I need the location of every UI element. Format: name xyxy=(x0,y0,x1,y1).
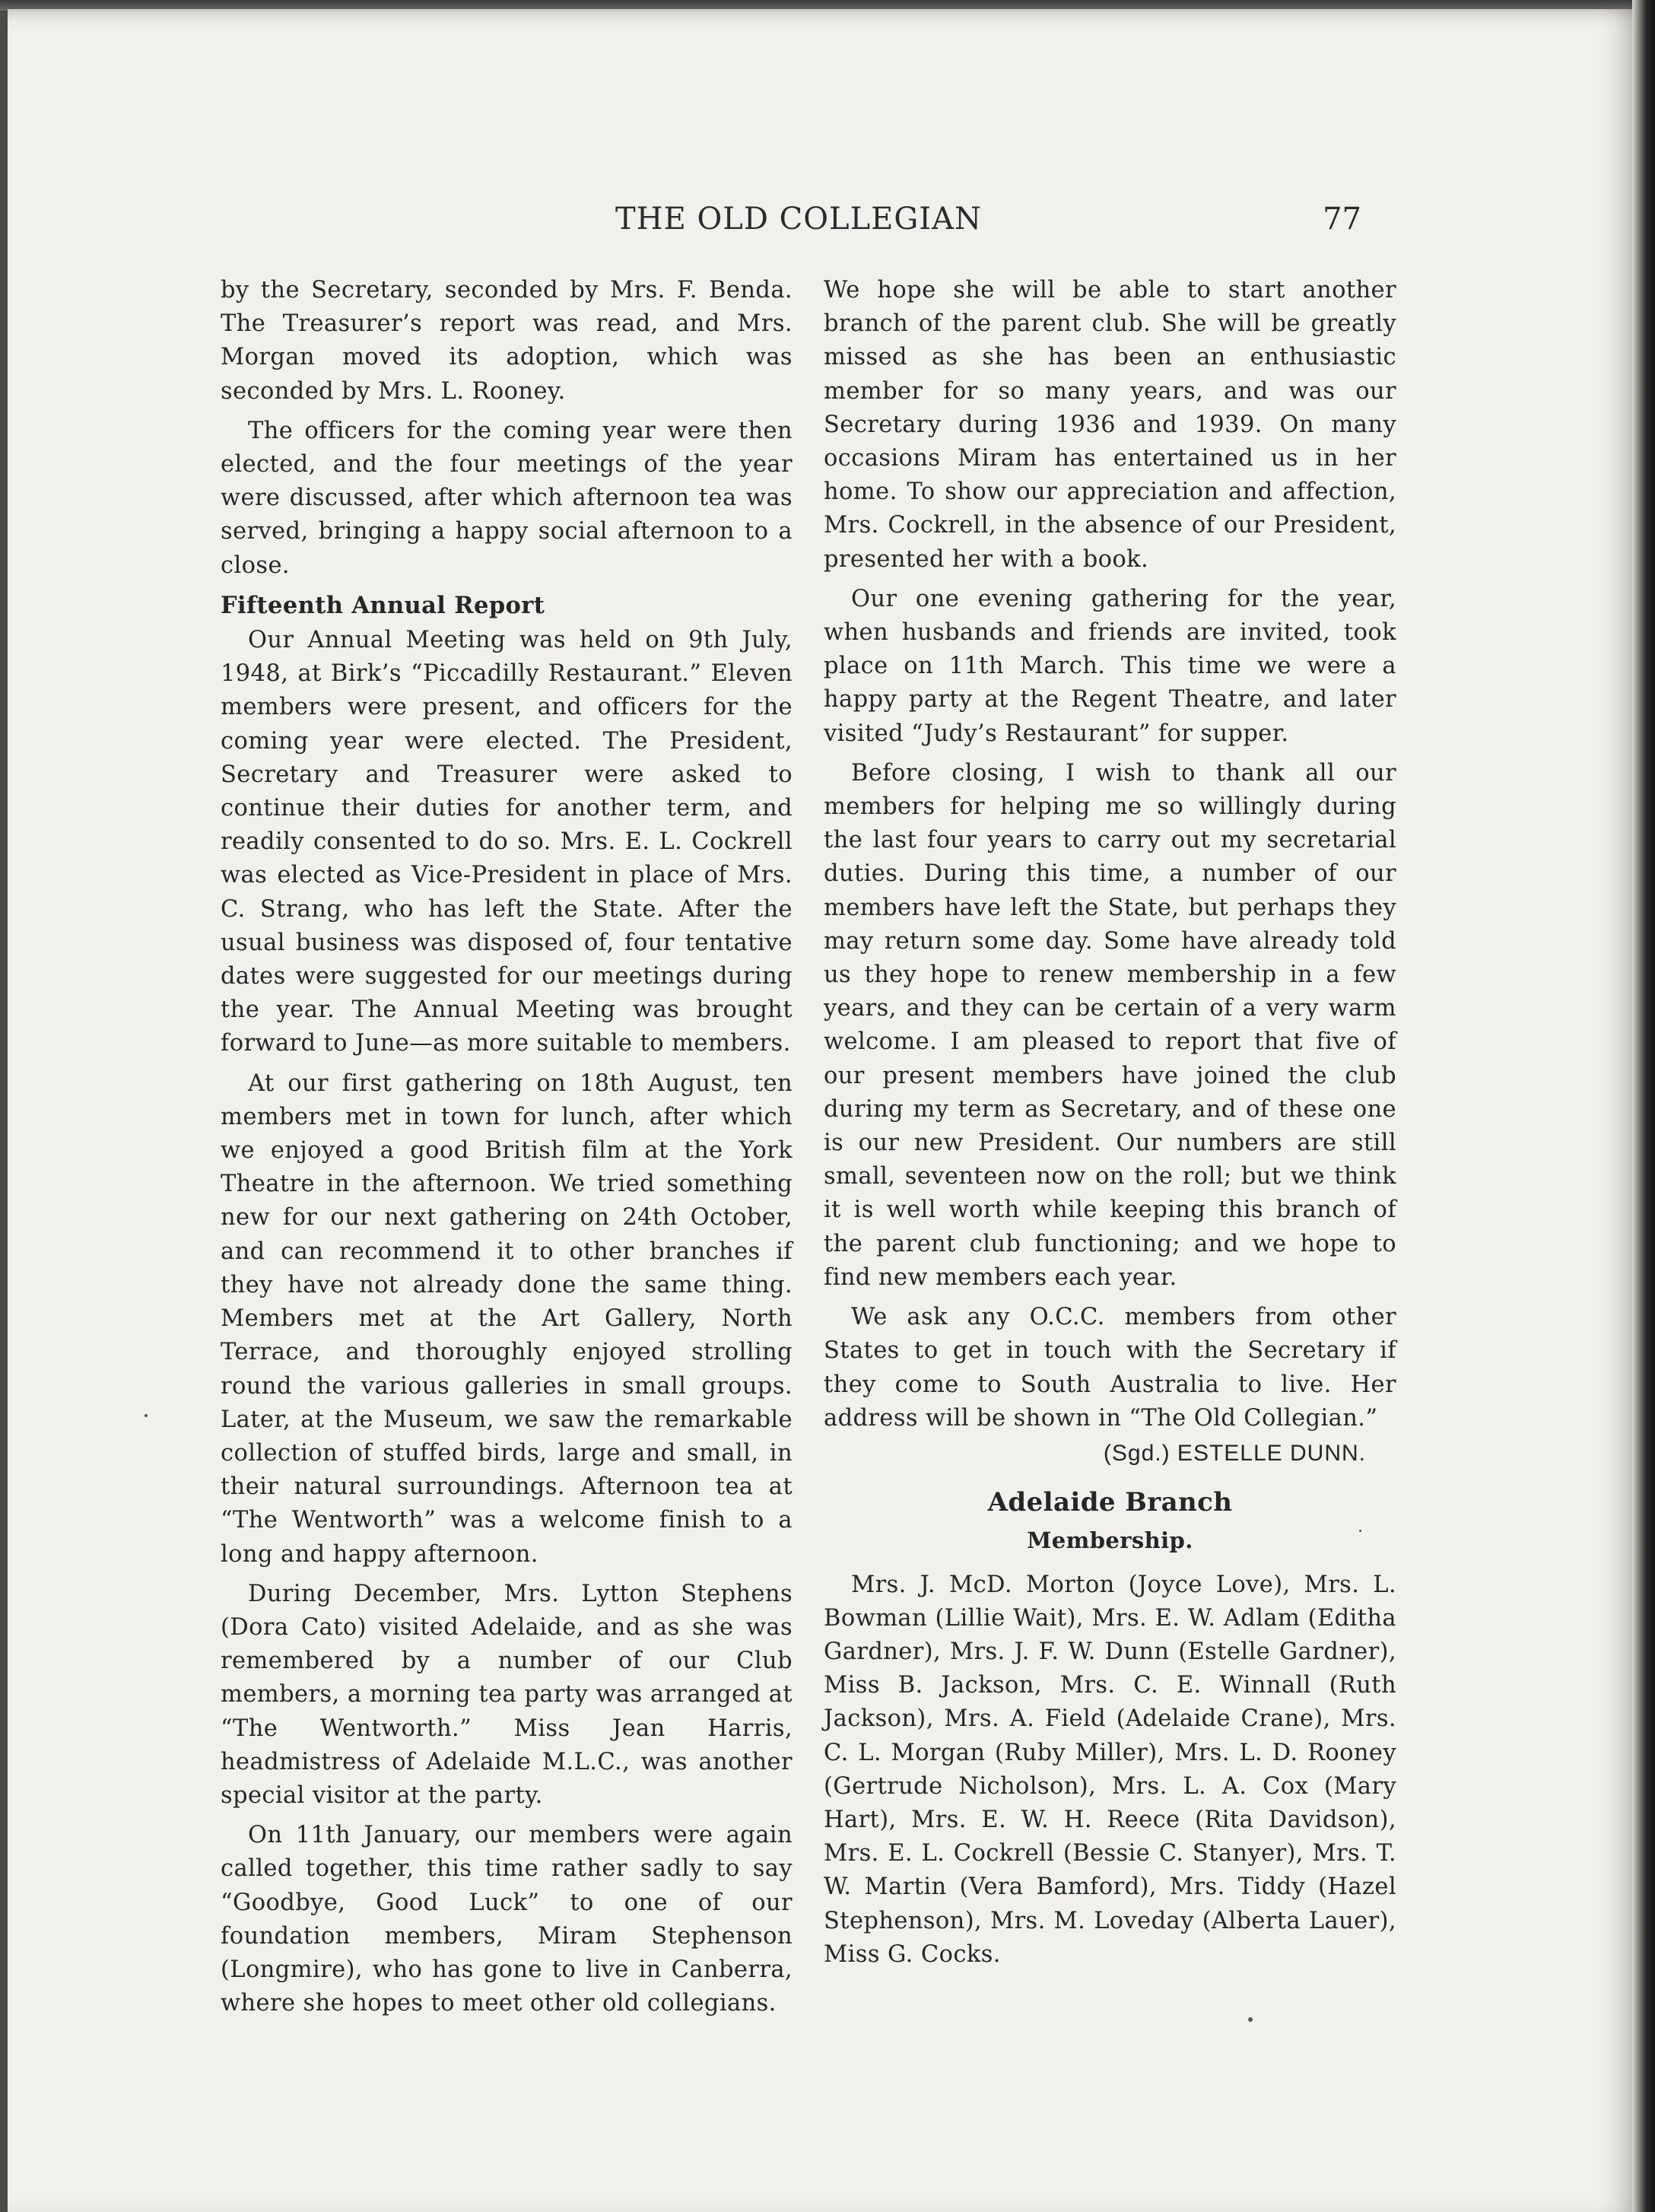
scan-right-edge xyxy=(1632,0,1655,2212)
print-speck xyxy=(1248,2017,1253,2022)
page-number: 77 xyxy=(1323,202,1361,237)
branch-title: Adelaide Branch xyxy=(987,1487,1233,1518)
membership-list: Mrs. J. McD. Morton (Joyce Love), Mrs. L. Bowman (Lillie Wait), Mrs. E. W. Adlam (Editha Gardner), Mrs. J. F. W. Dunn (Estelle Gardner), Miss B. Jackson, Mrs. C. E. Winnall (Ruth Jackson), Mrs. A. Field (Adelaide Crane), Mrs. C. L. Morgan (Ruby Miller), Mrs. L. D. Rooney (Gertrude Nicholson), Mrs. L. A. Cox (Mary Hart), Mrs. E. W. H. Reece (Rita Davidson), Mrs. E. L. Cockrell (Bessie C. Stanyer), Mrs. T. W. Martin (Vera Bamford), Mrs. Tiddy (Hazel Stephenson), Mrs. M. Loveday (Alberta Lauer), Miss G. Cocks. xyxy=(824,1571,1396,1968)
paragraph: by the Secretary, seconded by Mrs. F. Benda. The Treasurer’s report was read, and Mrs. Morgan moved its adoption, which was seconded by Mrs. L. Rooney. xyxy=(221,277,793,405)
paragraph: The officers for the coming year were then elected, and the four meetings of the year were discussed, after which afternoon tea was served, bringing a happy social afternoon to a close. xyxy=(221,417,793,579)
print-speck xyxy=(1359,1530,1361,1532)
paragraph: Before closing, I wish to thank all our members for helping me so willingly during the last four years to carry out my secretarial duties. During this time, a number of our members have left the State, but perhaps they may return some day. Some have already told us they hope to renew membership in a few years, and they can be certain of a very warm welcome. I am pleased to report that five of our present members have joined the club during my term as Secretary, and of these one is our new President. Our numbers are still small, seventeen now on the roll; but we think it is well worth while keeping this branch of the parent club functioning; and we hope to find new members each year. xyxy=(824,759,1396,1291)
right-column xyxy=(824,274,1396,1978)
publication-title: THE OLD COLLEGIAN xyxy=(615,202,982,237)
print-speck xyxy=(145,1414,148,1417)
left-column xyxy=(221,274,793,2026)
paragraph: We ask any O.C.C. members from other States to get in touch with the Secretary if they come to South Australia to live. Her address will be shown in “The Old Collegian.” xyxy=(824,1304,1396,1432)
paragraph: Our Annual Meeting was held on 9th July, 1948, at Birk’s “Piccadilly Restaurant.” Eleven members were present, and officers for the coming year were elected. The President, Secretary and Treasurer were asked to continue their duties for another term, and readily consented to do so. Mrs. E. L. Cockrell was elected as Vice-President in place of Mrs. C. Strang, who has left the State. After the usual business was disposed of, four tentative dates were suggested for our meetings during the year. The Annual Meeting was brought forward to June—as more suitable to members. xyxy=(221,627,793,1057)
paragraph: On 11th January, our members were again called together, this time rather sadly to say “Goodbye, Good Luck” to one of our foundation members, Miram Stephenson (Longmire), who has gone to live in Canberra, where she hopes to meet other old collegians. xyxy=(221,1822,793,2017)
paragraph: During December, Mrs. Lytton Stephens (Dora Cato) visited Adelaide, and as she was remembered by a number of our Club members, a morning tea party was arranged at “The Wentworth.” Miss Jean Harris, headmistress of Adelaide M.L.C., was another special visitor at the party. xyxy=(221,1580,793,1809)
membership-subheading: Membership. xyxy=(1027,1527,1193,1554)
section-heading: Fifteenth Annual Report xyxy=(221,591,545,619)
paragraph: We hope she will be able to start another branch of the parent club. She will be greatly missed as she has been an enthusiastic member for so many years, and was our Secretary during 1936 and 1939. On many occasions Miram has entertained us in her home. To show our appreciation and affection, Mrs. Cockrell, in the absence of our President, presented her with a book. xyxy=(824,277,1396,573)
paragraph: Our one evening gathering for the year, when husbands and friends are invited, took place on 11th March. This time we were a happy party at the Regent Theatre, and later visited “Judy’s Restaurant” for supper. xyxy=(824,585,1396,747)
signature: (Sgd.) ESTELLE DUNN. xyxy=(1103,1440,1366,1466)
running-header xyxy=(221,202,1377,247)
paragraph: At our first gathering on 18th August, ten members met in town for lunch, after which we enjoyed a good British film at the York Theatre in the afternoon. We tried something new for our next gathering on 24th October, and can recommend it to other branches if they have not already done the same thing. Members met at the Art Gallery, North Terrace, and thoroughly enjoyed strolling round the various galleries in small groups. Later, at the Museum, we saw the remarkable collection of stuffed birds, large and small, in their natural surroundings. Afternoon tea at “The Wentworth” was a welcome finish to a long and happy afternoon. xyxy=(221,1069,793,1568)
